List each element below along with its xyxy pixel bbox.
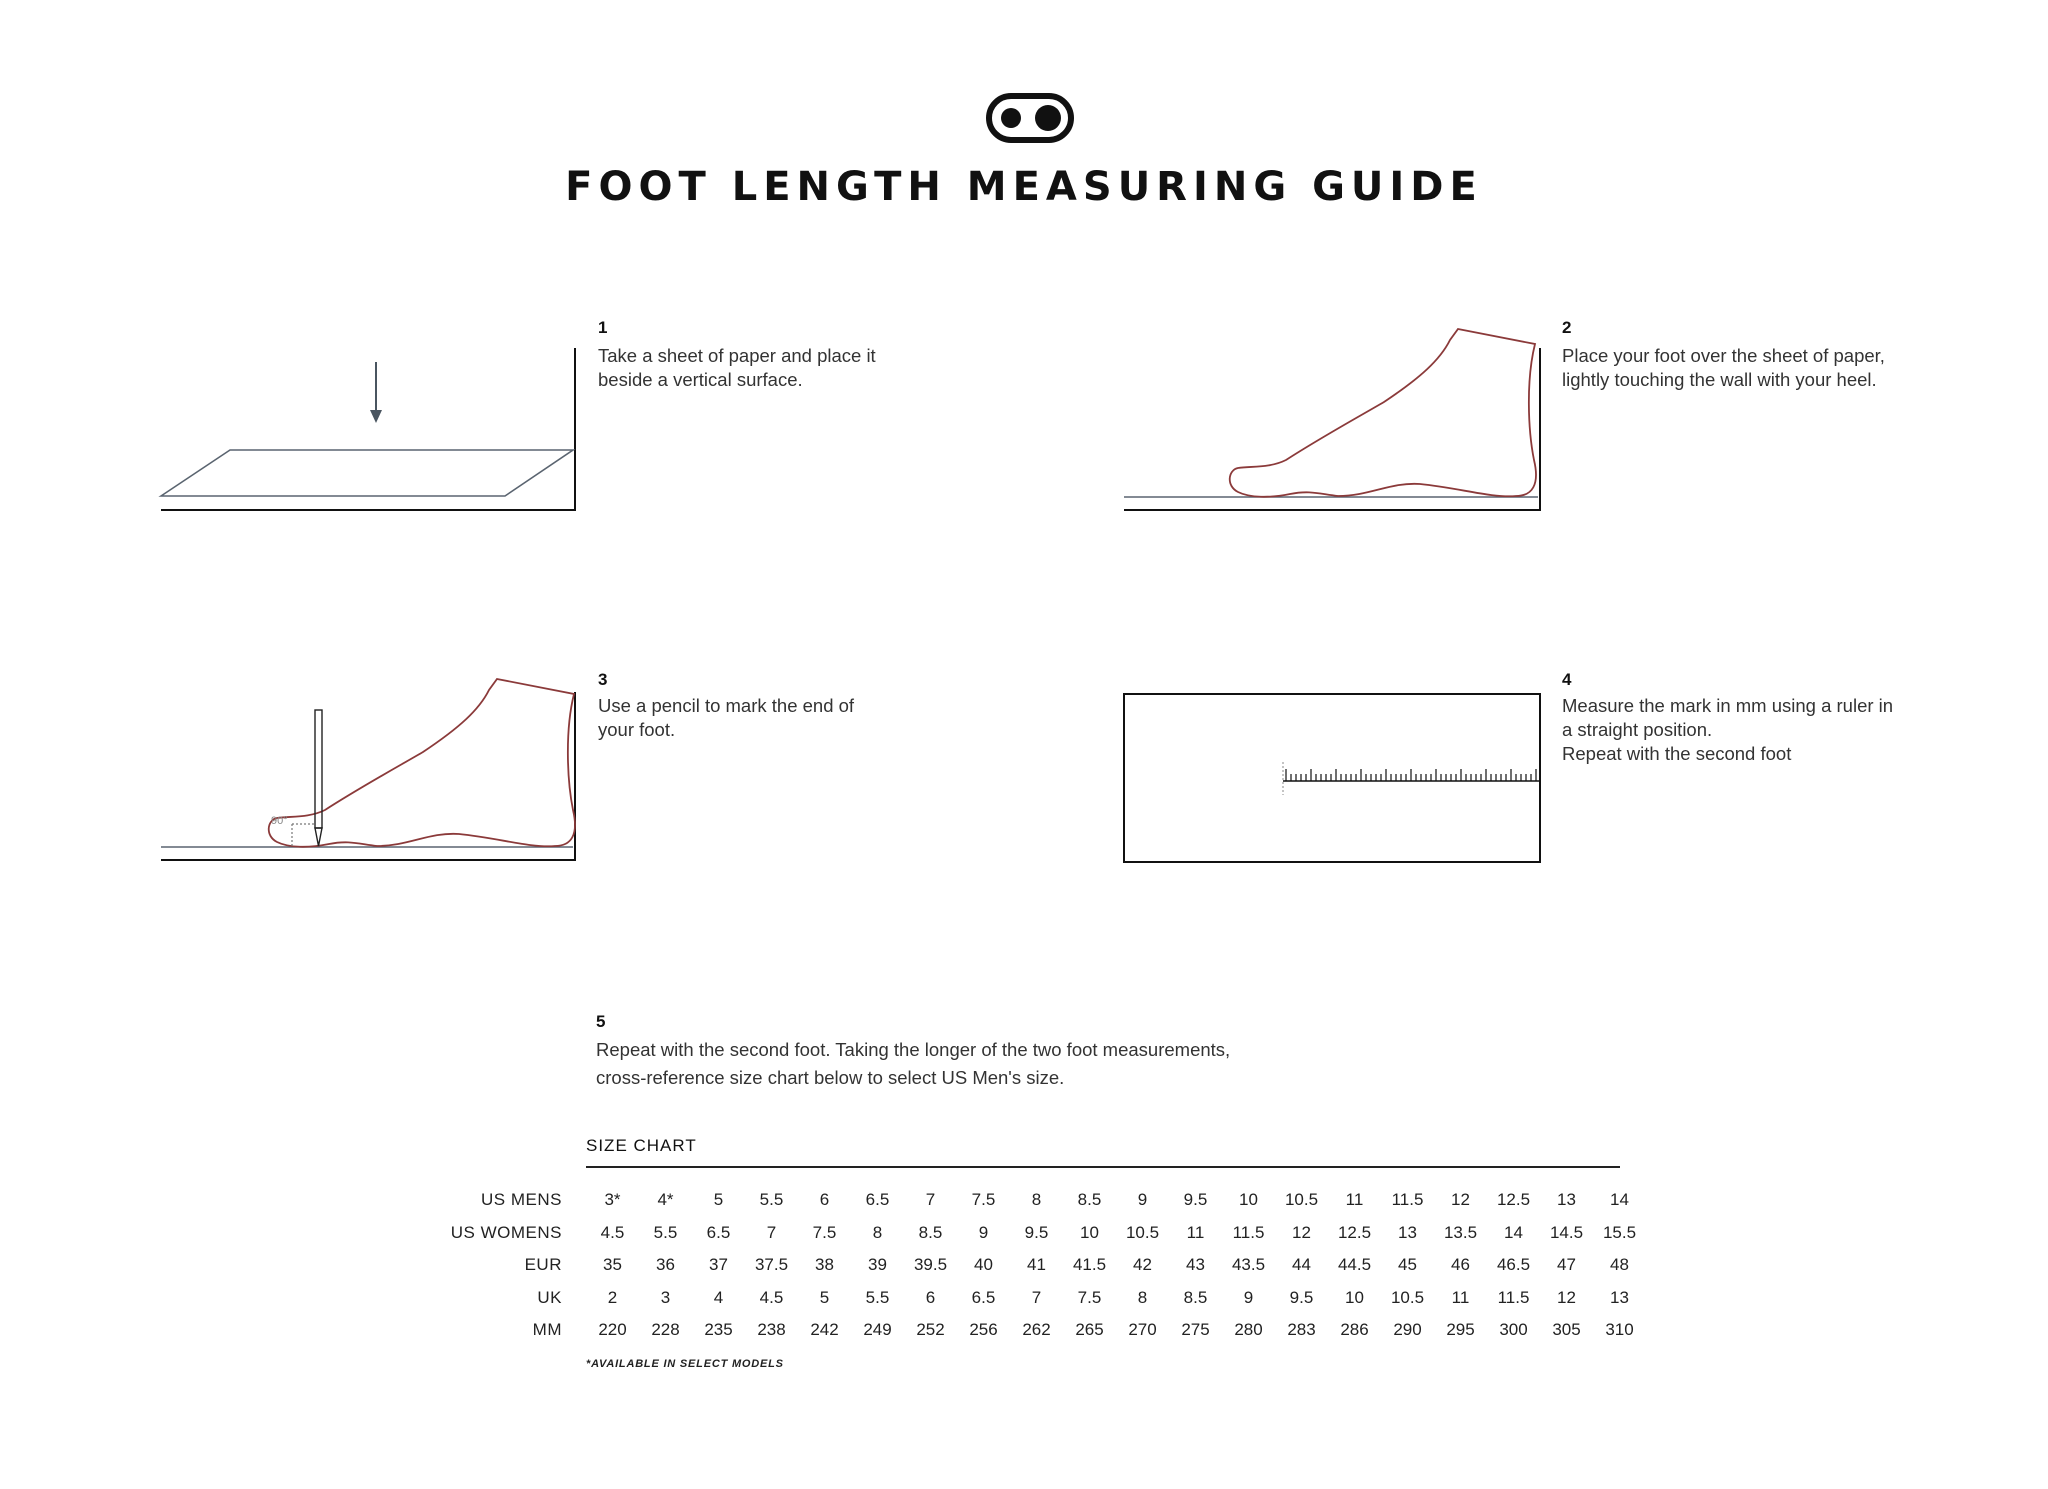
step-3-line-2: your foot. — [598, 719, 676, 740]
step-2-line-2: lightly touching the wall with your heel. — [1562, 369, 1877, 390]
size-cell: 238 — [757, 1320, 786, 1340]
size-cell: 13 — [1557, 1190, 1576, 1210]
size-cell: 270 — [1128, 1320, 1157, 1340]
size-cell: 14.5 — [1549, 1222, 1584, 1242]
size-row-eur — [440, 1249, 1646, 1282]
size-cell: 7.5 — [1077, 1287, 1102, 1307]
size-cell: 7 — [1031, 1287, 1042, 1307]
size-cell: 295 — [1446, 1320, 1475, 1340]
size-cell: 290 — [1393, 1320, 1422, 1340]
step-3-text — [598, 694, 854, 742]
size-cell: 42 — [1133, 1255, 1152, 1275]
step-5-text — [596, 1036, 1230, 1092]
size-cell: 36 — [656, 1255, 675, 1275]
size-cell: 5 — [713, 1190, 724, 1210]
size-cell: 8.5 — [918, 1222, 943, 1242]
size-cell: 262 — [1022, 1320, 1051, 1340]
size-cell: 6 — [925, 1287, 936, 1307]
size-cell: 305 — [1552, 1320, 1581, 1340]
size-cell: 5.5 — [865, 1287, 890, 1307]
size-cell: 37.5 — [754, 1255, 789, 1275]
size-cell: 11.5 — [1391, 1190, 1424, 1210]
size-cell: 8.5 — [1183, 1287, 1208, 1307]
size-row-label: UK — [537, 1287, 562, 1307]
size-cell: 10 — [1239, 1190, 1258, 1210]
size-cell: 43 — [1186, 1255, 1205, 1275]
size-cell: 13 — [1610, 1287, 1629, 1307]
size-cell: 14 — [1610, 1190, 1629, 1210]
pencil-marking-illustration — [155, 670, 585, 870]
step-1-line-1: Take a sheet of paper and place it — [598, 345, 876, 366]
size-cell: 310 — [1605, 1320, 1634, 1340]
size-cell: 7.5 — [812, 1222, 837, 1242]
size-cell: 249 — [863, 1320, 892, 1340]
size-cell: 11 — [1345, 1190, 1364, 1210]
size-cell: 286 — [1340, 1320, 1369, 1340]
size-cell: 3 — [660, 1287, 671, 1307]
step-4-line-3: Repeat with the second foot — [1562, 743, 1792, 764]
size-cell: 8 — [872, 1222, 883, 1242]
size-cell: 9.5 — [1183, 1190, 1208, 1210]
step-4-line-1: Measure the mark in mm using a ruler in — [1562, 695, 1894, 716]
size-cell: 48 — [1610, 1255, 1629, 1275]
size-cell: 43.5 — [1231, 1255, 1266, 1275]
size-cell: 41.5 — [1072, 1255, 1107, 1275]
size-cell: 3* — [604, 1190, 621, 1210]
size-cell: 47 — [1557, 1255, 1576, 1275]
ruler-ticks — [1286, 769, 1536, 781]
step-5-line-1: Repeat with the second foot. Taking the longer of the two foot measurements, — [596, 1039, 1231, 1060]
size-cell: 41 — [1027, 1255, 1046, 1275]
size-chart-rule — [586, 1166, 1620, 1168]
size-cell: 4 — [713, 1287, 724, 1307]
size-cell: 8 — [1031, 1190, 1042, 1210]
size-cell: 37 — [709, 1255, 728, 1275]
step-1-line-2: beside a vertical surface. — [598, 369, 803, 390]
size-cell: 7 — [766, 1222, 777, 1242]
size-cell: 10.5 — [1125, 1222, 1160, 1242]
size-cell: 9 — [1243, 1287, 1254, 1307]
size-cell: 280 — [1234, 1320, 1263, 1340]
step-5-line-2: cross-reference size chart below to select US Men's size. — [596, 1067, 1065, 1088]
size-cell: 275 — [1181, 1320, 1210, 1340]
size-cell: 11.5 — [1497, 1287, 1530, 1307]
size-cell: 4* — [657, 1190, 674, 1210]
size-cell: 9.5 — [1024, 1222, 1049, 1242]
size-cell: 13 — [1398, 1222, 1417, 1242]
size-cell: 11 — [1451, 1287, 1470, 1307]
size-cell: 11.5 — [1232, 1222, 1265, 1242]
size-cell: 10.5 — [1284, 1190, 1319, 1210]
size-cell: 9 — [1137, 1190, 1148, 1210]
size-cell: 10 — [1080, 1222, 1099, 1242]
size-cell: 6.5 — [971, 1287, 996, 1307]
step-1-number: 1 — [598, 318, 608, 337]
size-cell: 252 — [916, 1320, 945, 1340]
crankbrothers-logo-icon — [986, 92, 1074, 144]
step-3-line-1: Use a pencil to mark the end of — [598, 695, 855, 716]
size-chart-footnote: *AVAILABLE IN SELECT MODELS — [586, 1358, 784, 1370]
size-cell: 12 — [1292, 1222, 1311, 1242]
size-cell: 228 — [651, 1320, 680, 1340]
size-cell: 35 — [603, 1255, 622, 1275]
paper-beside-wall-illustration — [155, 340, 585, 520]
size-chart-table — [440, 1184, 1646, 1347]
size-cell: 39.5 — [913, 1255, 948, 1275]
size-cell: 12.5 — [1496, 1190, 1531, 1210]
size-cell: 12 — [1451, 1190, 1470, 1210]
size-row-uk — [440, 1282, 1646, 1315]
step-1-text — [598, 344, 876, 392]
size-row-label: US WOMENS — [450, 1222, 562, 1242]
size-cell: 13.5 — [1443, 1222, 1478, 1242]
size-cell: 300 — [1499, 1320, 1528, 1340]
size-cell: 44 — [1292, 1255, 1311, 1275]
size-cell: 9 — [978, 1222, 989, 1242]
size-cell: 12 — [1557, 1287, 1576, 1307]
size-cell: 7.5 — [971, 1190, 996, 1210]
size-cell: 46 — [1451, 1255, 1470, 1275]
size-row-label: EUR — [524, 1255, 562, 1275]
size-row-label: MM — [532, 1320, 562, 1340]
size-cell: 256 — [969, 1320, 998, 1340]
size-cell: 12.5 — [1337, 1222, 1372, 1242]
size-cell: 5.5 — [653, 1222, 678, 1242]
step-4-line-2: a straight position. — [1562, 719, 1713, 740]
size-cell: 38 — [815, 1255, 834, 1275]
size-chart-title: SIZE CHART — [586, 1136, 697, 1155]
size-cell: 235 — [704, 1320, 733, 1340]
size-cell: 44.5 — [1337, 1255, 1372, 1275]
step-2-text — [1562, 344, 1885, 392]
size-cell: 5.5 — [759, 1190, 784, 1210]
size-cell: 4.5 — [600, 1222, 625, 1242]
step-4-text — [1562, 694, 1893, 766]
size-cell: 6.5 — [706, 1222, 731, 1242]
size-cell: 283 — [1287, 1320, 1316, 1340]
size-row-mm — [440, 1314, 1646, 1347]
size-cell: 5 — [819, 1287, 830, 1307]
size-cell: 7 — [925, 1190, 936, 1210]
size-cell: 46.5 — [1496, 1255, 1531, 1275]
size-cell: 39 — [868, 1255, 887, 1275]
size-cell: 40 — [974, 1255, 993, 1275]
step-3-number: 3 — [598, 670, 608, 689]
size-cell: 11 — [1186, 1222, 1205, 1242]
size-row-us-womens — [440, 1217, 1646, 1250]
page-title: FOOT LENGTH MEASURING GUIDE — [565, 164, 1483, 210]
size-cell: 15.5 — [1602, 1222, 1637, 1242]
size-cell: 45 — [1398, 1255, 1417, 1275]
step-4-number: 4 — [1562, 670, 1572, 689]
size-cell: 8.5 — [1077, 1190, 1102, 1210]
size-cell: 2 — [607, 1287, 618, 1307]
size-row-us-mens — [440, 1184, 1646, 1217]
size-row-label: US MENS — [481, 1190, 562, 1210]
size-cell: 9.5 — [1289, 1287, 1314, 1307]
angle-label: 90° — [271, 815, 288, 827]
size-cell: 242 — [810, 1320, 839, 1340]
size-cell: 6.5 — [865, 1190, 890, 1210]
foot-on-paper-illustration — [1120, 320, 1550, 520]
ruler-measure-illustration — [1120, 690, 1550, 870]
size-cell: 220 — [598, 1320, 627, 1340]
step-2-number: 2 — [1562, 318, 1572, 337]
size-cell: 265 — [1075, 1320, 1104, 1340]
size-cell: 14 — [1504, 1222, 1523, 1242]
step-5-number: 5 — [596, 1012, 606, 1031]
size-cell: 6 — [819, 1190, 830, 1210]
size-cell: 4.5 — [759, 1287, 784, 1307]
step-2-line-1: Place your foot over the sheet of paper, — [1562, 345, 1885, 366]
size-cell: 10.5 — [1390, 1287, 1425, 1307]
size-cell: 8 — [1137, 1287, 1148, 1307]
size-cell: 10 — [1345, 1287, 1364, 1307]
